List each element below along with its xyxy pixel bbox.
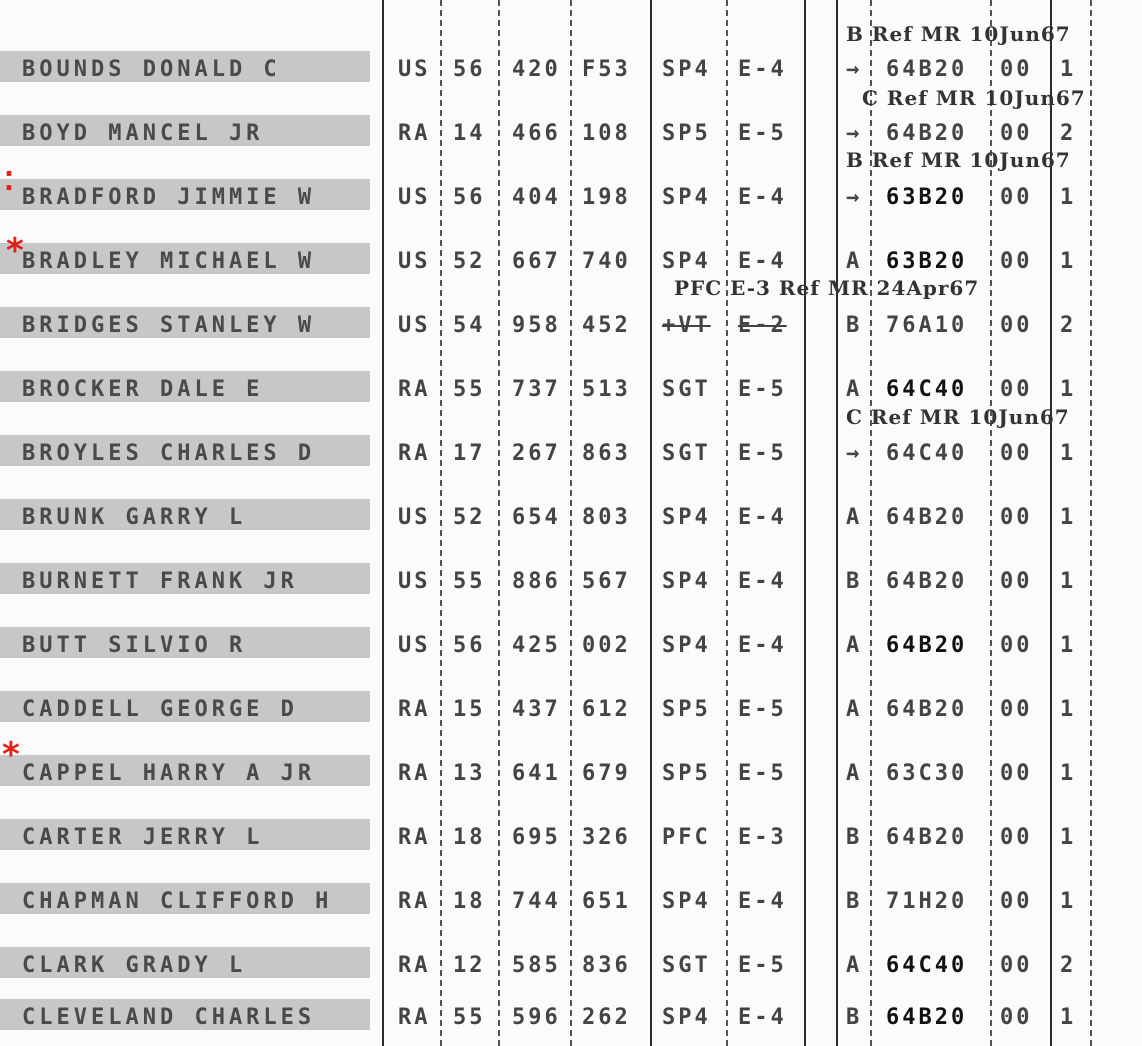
table-row bbox=[0, 933, 1142, 993]
code-cell: 00 bbox=[1000, 1005, 1033, 1030]
name-cell: CAPPEL HARRY A JR bbox=[22, 761, 316, 786]
mos-cell: 64B20 bbox=[886, 121, 968, 146]
service-number-3: 513 bbox=[582, 377, 631, 402]
status-code: A bbox=[846, 697, 863, 722]
name-cell: BRIDGES STANLEY W bbox=[22, 313, 316, 338]
count-cell: 2 bbox=[1060, 953, 1077, 978]
mos-cell: 64C40 bbox=[886, 441, 968, 466]
table-row bbox=[0, 677, 1142, 737]
name-cell: CADDELL GEORGE D bbox=[22, 697, 298, 722]
pay-grade-cell: E-4 bbox=[738, 505, 787, 530]
pay-grade-cell: E-4 bbox=[738, 57, 787, 82]
status-code: A bbox=[846, 761, 863, 786]
count-cell: 2 bbox=[1060, 121, 1077, 146]
table-row bbox=[0, 869, 1142, 929]
grade-cell: SP4 bbox=[662, 57, 711, 82]
mos-cell: 76A10 bbox=[886, 313, 968, 338]
code-cell: 00 bbox=[1000, 57, 1033, 82]
count-cell: 1 bbox=[1060, 441, 1077, 466]
service-number-1: 56 bbox=[453, 57, 486, 82]
name-cell: CLARK GRADY L bbox=[22, 953, 247, 978]
pay-grade-cell: E-5 bbox=[738, 377, 787, 402]
grade-cell: SGT bbox=[662, 377, 711, 402]
name-cell: BRADLEY MICHAEL W bbox=[22, 249, 316, 274]
code-cell: 00 bbox=[1000, 569, 1033, 594]
service-number-3: F53 bbox=[582, 57, 631, 82]
code-cell: 00 bbox=[1000, 505, 1033, 530]
mos-cell: 64B20 bbox=[886, 57, 968, 82]
count-cell: 1 bbox=[1060, 697, 1077, 722]
name-cell: CLEVELAND CHARLES bbox=[22, 1005, 316, 1030]
mos-cell: 63B20 bbox=[886, 185, 968, 210]
service-number-2: 267 bbox=[512, 441, 561, 466]
table-row bbox=[0, 735, 1142, 801]
service-number-2: 958 bbox=[512, 313, 561, 338]
name-cell: BROCKER DALE E bbox=[22, 377, 264, 402]
count-cell: 1 bbox=[1060, 569, 1077, 594]
reference-note: B Ref MR 10Jun67 bbox=[846, 148, 1071, 172]
table-row bbox=[0, 485, 1142, 545]
service-number-1: 56 bbox=[453, 633, 486, 658]
grade-cell: SP4 bbox=[662, 249, 711, 274]
mos-cell: 64C40 bbox=[886, 953, 968, 978]
status-code: A bbox=[846, 953, 863, 978]
code-cell: 00 bbox=[1000, 377, 1033, 402]
count-cell: 2 bbox=[1060, 313, 1077, 338]
grade-cell: +VT bbox=[662, 313, 711, 338]
service-prefix: RA bbox=[398, 697, 431, 722]
service-number-2: 641 bbox=[512, 761, 561, 786]
count-cell: 1 bbox=[1060, 1005, 1077, 1030]
reference-note: C Ref MR 10Jun67 bbox=[862, 86, 1086, 110]
pay-grade-cell: E-2 bbox=[738, 313, 787, 338]
pay-grade-cell: E-4 bbox=[738, 569, 787, 594]
name-cell: BOYD MANCEL JR bbox=[22, 121, 264, 146]
service-number-2: 695 bbox=[512, 825, 561, 850]
pay-grade-cell: E-5 bbox=[738, 697, 787, 722]
name-cell: CHAPMAN CLIFFORD H bbox=[22, 889, 333, 914]
pay-grade-cell: E-4 bbox=[738, 889, 787, 914]
mos-cell: 64B20 bbox=[886, 633, 968, 658]
table-row bbox=[0, 549, 1142, 609]
service-number-1: 12 bbox=[453, 953, 486, 978]
service-number-2: 886 bbox=[512, 569, 561, 594]
code-cell: 00 bbox=[1000, 249, 1033, 274]
service-number-3: 836 bbox=[582, 953, 631, 978]
mos-cell: 63C30 bbox=[886, 761, 968, 786]
pay-grade-cell: E-4 bbox=[738, 1005, 787, 1030]
service-prefix: RA bbox=[398, 377, 431, 402]
mos-cell: 71H20 bbox=[886, 889, 968, 914]
code-cell: 00 bbox=[1000, 953, 1033, 978]
table-row bbox=[0, 985, 1142, 1045]
service-prefix: RA bbox=[398, 889, 431, 914]
mos-cell: 64B20 bbox=[886, 1005, 968, 1030]
service-number-2: 420 bbox=[512, 57, 561, 82]
service-number-2: 596 bbox=[512, 1005, 561, 1030]
service-number-3: 326 bbox=[582, 825, 631, 850]
service-number-2: 737 bbox=[512, 377, 561, 402]
name-cell: BRUNK GARRY L bbox=[22, 505, 247, 530]
service-prefix: RA bbox=[398, 121, 431, 146]
grade-cell: SP4 bbox=[662, 1005, 711, 1030]
code-cell: 00 bbox=[1000, 441, 1033, 466]
service-number-1: 55 bbox=[453, 569, 486, 594]
pay-grade-cell: E-5 bbox=[738, 441, 787, 466]
name-cell: BRADFORD JIMMIE W bbox=[22, 185, 316, 210]
reference-note: B Ref MR 10Jun67 bbox=[846, 22, 1071, 46]
grade-cell: SP4 bbox=[662, 505, 711, 530]
code-cell: 00 bbox=[1000, 825, 1033, 850]
pay-grade-cell: E-5 bbox=[738, 953, 787, 978]
service-number-1: 15 bbox=[453, 697, 486, 722]
service-number-1: 52 bbox=[453, 505, 486, 530]
status-code: A bbox=[846, 505, 863, 530]
service-number-3: 803 bbox=[582, 505, 631, 530]
grade-cell: SGT bbox=[662, 953, 711, 978]
code-cell: 00 bbox=[1000, 697, 1033, 722]
status-code: A bbox=[846, 633, 863, 658]
service-prefix: US bbox=[398, 249, 431, 274]
mos-cell: 64B20 bbox=[886, 697, 968, 722]
service-prefix: US bbox=[398, 569, 431, 594]
status-code: B bbox=[846, 1005, 863, 1030]
count-cell: 1 bbox=[1060, 825, 1077, 850]
status-code: A bbox=[846, 377, 863, 402]
reference-note: PFC E-3 Ref MR 24Apr67 bbox=[674, 276, 980, 300]
count-cell: 1 bbox=[1060, 889, 1077, 914]
service-prefix: RA bbox=[398, 761, 431, 786]
status-code: → bbox=[846, 57, 863, 82]
name-cell: CARTER JERRY L bbox=[22, 825, 264, 850]
mos-cell: 63B20 bbox=[886, 249, 968, 274]
mos-cell: 64B20 bbox=[886, 569, 968, 594]
pay-grade-cell: E-4 bbox=[738, 633, 787, 658]
pay-grade-cell: E-4 bbox=[738, 185, 787, 210]
service-number-3: 612 bbox=[582, 697, 631, 722]
service-number-1: 13 bbox=[453, 761, 486, 786]
service-number-3: 567 bbox=[582, 569, 631, 594]
service-number-1: 55 bbox=[453, 377, 486, 402]
service-number-1: 17 bbox=[453, 441, 486, 466]
service-number-3: 651 bbox=[582, 889, 631, 914]
service-number-2: 466 bbox=[512, 121, 561, 146]
status-code: A bbox=[846, 249, 863, 274]
service-number-1: 52 bbox=[453, 249, 486, 274]
status-code: B bbox=[846, 889, 863, 914]
service-number-2: 744 bbox=[512, 889, 561, 914]
service-number-2: 654 bbox=[512, 505, 561, 530]
marker-icon: ⁚ bbox=[4, 167, 14, 197]
code-cell: 00 bbox=[1000, 185, 1033, 210]
count-cell: 1 bbox=[1060, 761, 1077, 786]
pay-grade-cell: E-5 bbox=[738, 761, 787, 786]
count-cell: 1 bbox=[1060, 377, 1077, 402]
count-cell: 1 bbox=[1060, 505, 1077, 530]
grade-cell: SP5 bbox=[662, 121, 711, 146]
status-code: B bbox=[846, 825, 863, 850]
table-row bbox=[0, 293, 1142, 353]
name-cell: BURNETT FRANK JR bbox=[22, 569, 298, 594]
service-prefix: US bbox=[398, 633, 431, 658]
grade-cell: SP5 bbox=[662, 761, 711, 786]
count-cell: 1 bbox=[1060, 249, 1077, 274]
grade-cell: SP4 bbox=[662, 633, 711, 658]
service-prefix: RA bbox=[398, 953, 431, 978]
service-prefix: US bbox=[398, 57, 431, 82]
service-prefix: US bbox=[398, 313, 431, 338]
service-number-3: 002 bbox=[582, 633, 631, 658]
service-number-1: 18 bbox=[453, 889, 486, 914]
code-cell: 00 bbox=[1000, 313, 1033, 338]
table-row bbox=[0, 165, 1142, 225]
service-number-1: 18 bbox=[453, 825, 486, 850]
service-prefix: RA bbox=[398, 441, 431, 466]
status-code: B bbox=[846, 569, 863, 594]
service-prefix: US bbox=[398, 185, 431, 210]
service-number-3: 863 bbox=[582, 441, 631, 466]
service-number-3: 679 bbox=[582, 761, 631, 786]
table-row bbox=[0, 421, 1142, 481]
code-cell: 00 bbox=[1000, 761, 1033, 786]
service-number-1: 56 bbox=[453, 185, 486, 210]
code-cell: 00 bbox=[1000, 889, 1033, 914]
name-cell: BUTT SILVIO R bbox=[22, 633, 247, 658]
grade-cell: SP4 bbox=[662, 569, 711, 594]
service-prefix: US bbox=[398, 505, 431, 530]
table-row bbox=[0, 613, 1142, 673]
service-number-1: 14 bbox=[453, 121, 486, 146]
grade-cell: SP4 bbox=[662, 185, 711, 210]
service-number-2: 425 bbox=[512, 633, 561, 658]
mos-cell: 64B20 bbox=[886, 825, 968, 850]
service-prefix: RA bbox=[398, 825, 431, 850]
service-number-2: 667 bbox=[512, 249, 561, 274]
name-cell: BROYLES CHARLES D bbox=[22, 441, 316, 466]
service-number-3: 198 bbox=[582, 185, 631, 210]
service-number-3: 740 bbox=[582, 249, 631, 274]
table-row bbox=[0, 805, 1142, 865]
status-code: → bbox=[846, 441, 863, 466]
pay-grade-cell: E-3 bbox=[738, 825, 787, 850]
service-number-3: 452 bbox=[582, 313, 631, 338]
name-cell: BOUNDS DONALD C bbox=[22, 57, 281, 82]
grade-cell: SP5 bbox=[662, 697, 711, 722]
grade-cell: PFC bbox=[662, 825, 711, 850]
status-code: → bbox=[846, 121, 863, 146]
status-code: → bbox=[846, 185, 863, 210]
service-prefix: RA bbox=[398, 1005, 431, 1030]
count-cell: 1 bbox=[1060, 185, 1077, 210]
code-cell: 00 bbox=[1000, 633, 1033, 658]
mos-cell: 64C40 bbox=[886, 377, 968, 402]
pay-grade-cell: E-5 bbox=[738, 121, 787, 146]
status-code: B bbox=[846, 313, 863, 338]
pay-grade-cell: E-4 bbox=[738, 249, 787, 274]
mos-cell: 64B20 bbox=[886, 505, 968, 530]
count-cell: 1 bbox=[1060, 57, 1077, 82]
service-number-1: 54 bbox=[453, 313, 486, 338]
grade-cell: SP4 bbox=[662, 889, 711, 914]
asterisk-icon: * bbox=[6, 231, 24, 271]
service-number-2: 437 bbox=[512, 697, 561, 722]
asterisk-icon: * bbox=[2, 735, 20, 775]
service-number-2: 585 bbox=[512, 953, 561, 978]
service-number-3: 262 bbox=[582, 1005, 631, 1030]
reference-note: C Ref MR 10Jun67 bbox=[846, 405, 1070, 429]
service-number-1: 55 bbox=[453, 1005, 486, 1030]
service-number-3: 108 bbox=[582, 121, 631, 146]
code-cell: 00 bbox=[1000, 121, 1033, 146]
count-cell: 1 bbox=[1060, 633, 1077, 658]
grade-cell: SGT bbox=[662, 441, 711, 466]
service-number-2: 404 bbox=[512, 185, 561, 210]
